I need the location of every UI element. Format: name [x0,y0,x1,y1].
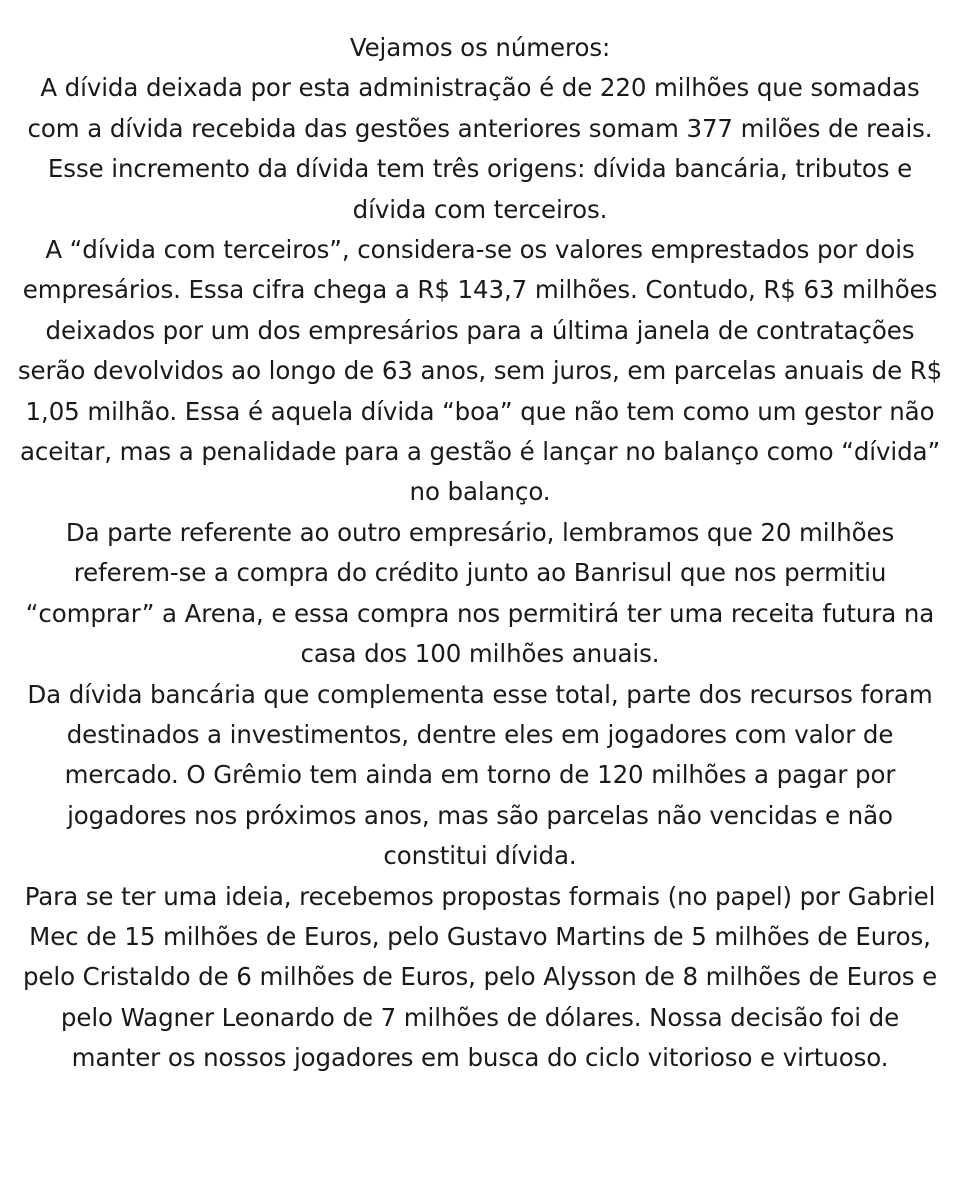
document-heading: Vejamos os números: [349,33,611,62]
paragraph-third-party-debt: A “dívida com terceiros”, considera-se os valores emprestados por dois empresários. Essa cifra chega a R$ 143,7 milhões. Contudo, R$ 63 milhões deixados por um dos empresários para a última janela de contratações serão devolvidos ao longo de 63 anos, sem juros, em parcelas anuais de R$ 1,05 milhão. Essa é aquela dívida “boa” que não tem como um gestor não aceitar, mas a penalidade para a gestão é lançar no balanço como “dívida” no balanço. [17,235,943,507]
paragraph-debt-total: A dívida deixada por esta administração é de 220 milhões que somadas com a dívida recebida das gestões anteriores somam 377 milões de reais. Esse incremento da dívida tem três origens: dívida bancária, tributos e dívida com terceiros. [27,73,933,224]
paragraph-bank-debt: Da dívida bancária que complementa esse total, parte dos recursos foram destinados a investimentos, dentre eles em jogadores com valor de mercado. O Grêmio tem ainda em torno de 120 milhões a pagar por jogadores nos próximos anos, mas são parcelas não vencidas e não constitui dívida. [27,679,933,871]
paragraph-player-offers: Para se ter uma ideia, recebemos propostas formais (no papel) por Gabriel Mec de 15 milhões de Euros, pelo Gustavo Martins de 5 milhões de Euros, pelo Cristaldo de 6 milhões de Euros, pelo Alysson de 8 milhões de Euros e pelo Wagner Leonardo de 7 milhões de dólares. Nossa decisão foi de manter os nossos jogadores em busca do ciclo vitorioso e virtuoso. [22,881,938,1073]
document-body [14,28,946,1079]
paragraph-arena-credit: Da parte referente ao outro empresário, lembramos que 20 milhões referem-se a compra do crédito junto ao Banrisul que nos permitiu “comprar” a Arena, e essa compra nos permitirá ter uma receita futura na casa dos 100 milhões anuais. [25,517,935,669]
